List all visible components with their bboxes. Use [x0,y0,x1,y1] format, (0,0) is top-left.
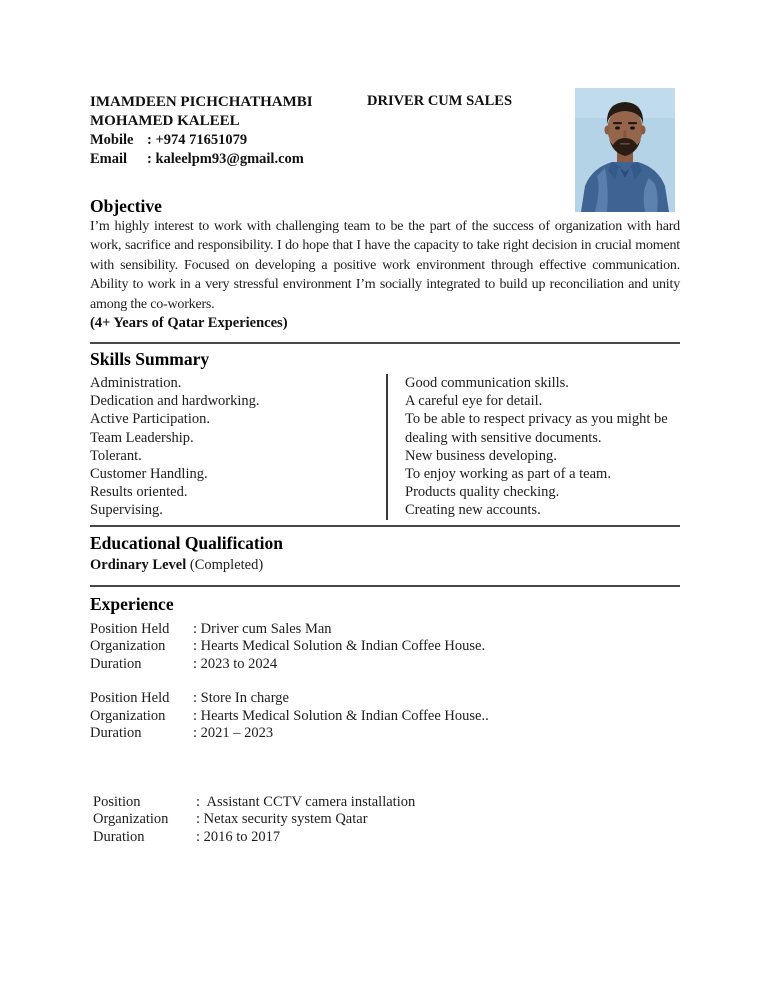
skill-item: Customer Handling. [90,466,208,483]
skill-item: To enjoy working as part of a team. [405,466,611,483]
skill-item: Active Participation. [90,411,210,428]
experience-row [93,811,680,829]
contact-row [90,150,680,169]
experience-rows [93,794,680,847]
section-education [90,532,680,574]
contact-value: : kaleelpm93@gmail.com [147,151,304,167]
experience-row-value: : Hearts Medical Solution & Indian Coffee House.. [193,707,489,724]
experience-rows [90,690,680,743]
experience-row-value: : Netax security system Qatar [196,811,368,828]
skill-item: A careful eye for detail. [405,393,543,410]
experience-row-value: : 2021 – 2023 [193,725,274,742]
qatar-experience-highlight: (4+ Years of Qatar Experiences) [90,315,288,332]
skill-item: Products quality checking. [405,484,560,501]
job-title: DRIVER CUM SALES [367,93,513,109]
experience-row [90,690,680,708]
skills-column-right [388,374,680,520]
skill-item: New business developing. [405,447,557,464]
experience-row-label: Duration [90,655,142,672]
objective-text: I’m highly interest to work with challenging team to be the part of the success of organization with hard work, sacrifice and responsibility. I do hope that I have the capacity to take right decision in crucial moment with sensibility. Focused on developing a positive work environment through effective communication. Ability to work in a very stressful environment I’m socially integrated to build up reconciliation and unity among the co-workers. [90,219,680,312]
contact-label: Mobile [90,132,134,148]
education-level: Ordinary Level [90,556,187,573]
experience-entry [90,690,680,743]
experience-entries [90,621,680,847]
experience-heading: Experience [90,593,174,614]
contact-row [90,131,680,150]
section-experience [90,593,680,847]
contact-value: : +974 71651079 [147,132,248,148]
skill-item: Administration. [90,375,182,392]
experience-row-value: : Hearts Medical Solution & Indian Coffee House. [193,638,486,655]
contact-list [90,131,680,169]
skill-item: Creating new accounts. [405,502,541,519]
skill-item: Supervising. [90,502,163,519]
skill-item: Results oriented. [90,484,188,501]
skills-heading: Skills Summary [90,349,210,370]
contact-label: Email [90,151,128,167]
section-divider [90,585,680,587]
experience-row-value: : 2016 to 2017 [196,828,281,845]
skill-item: Team Leadership. [90,429,194,446]
experience-row-label: Organization [90,638,166,655]
experience-row [93,829,680,847]
experience-row-label: Position Held [90,620,170,637]
resume-content [90,93,680,863]
experience-row-value: : Driver cum Sales Man [193,620,332,637]
section-divider [90,525,680,527]
experience-row-label: Organization [93,811,169,828]
skill-item: To be able to respect privacy as you might be dealing with sensitive documents. [405,411,668,446]
experience-row-label: Duration [93,828,145,845]
section-skills [90,348,680,520]
section-objective [90,195,680,333]
candidate-name-line1: IMAMDEEN PICHCHATHAMBI [90,94,313,110]
experience-row-value: : Assistant CCTV camera installation [196,793,416,810]
experience-row-label: Organization [90,707,166,724]
experience-row-value: : Store In charge [193,690,289,707]
experience-entry [90,794,680,847]
experience-row-label: Duration [90,725,142,742]
education-note: (Completed) [189,556,264,573]
resume-header [90,93,680,169]
skills-column-left [90,374,386,520]
experience-row [93,794,680,812]
experience-row [90,708,680,726]
experience-row-label: Position [93,793,141,810]
experience-entry [90,621,680,674]
experience-row-value: : 2023 to 2024 [193,655,278,672]
experience-row [90,621,680,639]
skill-item: Dedication and hardworking. [90,393,260,410]
experience-row [90,725,680,743]
education-entry [90,556,680,574]
experience-row [90,656,680,674]
experience-rows [90,621,680,674]
education-heading: Educational Qualification [90,532,284,553]
experience-row-label: Position Held [90,690,170,707]
skills-columns [90,374,680,520]
section-divider [90,342,680,344]
objective-heading: Objective [90,196,162,216]
experience-row [90,638,680,656]
skill-item: Good communication skills. [405,375,569,392]
candidate-name-line2: MOHAMED KALEEL [90,113,240,129]
skill-item: Tolerant. [90,447,142,464]
